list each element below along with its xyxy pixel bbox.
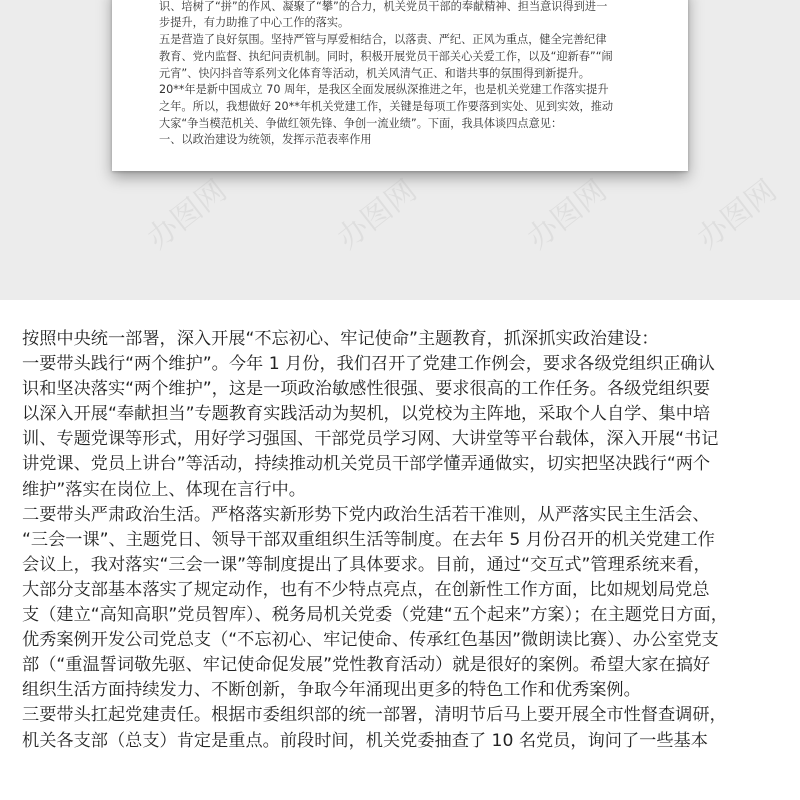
body-line: 组织生活方面持续发力、不断创新，争取今年涌现出更多的特色工作和优秀案例。 <box>22 680 641 701</box>
body-line: 二要带头严肃政治生活。严格落实新形势下党内政治生活若干准则，从严落实民主生活会、 <box>22 504 710 525</box>
preview-text <box>159 0 659 149</box>
preview-line: 元宵”、快闪抖音等系列文化体育等活动，机关风清气正、和谐共事的氛围得到新提升。 <box>159 66 590 80</box>
body-line: 三要带头扛起党建责任。根据市委组织部的统一部署，清明节后马上要开展全市性督查调研， <box>22 705 727 726</box>
preview-line: 步提升，有力助推了中心工作的落实。 <box>159 16 350 30</box>
body-line: 优秀案例开发公司党总支（“不忘初心、牢记使命、传承红色基因”微朗读比赛）、办公室党支 <box>22 630 719 651</box>
preview-line: 大家“争当模范机关、争做红领先锋、争创一流业绩”。下面，我具体谈四点意见： <box>159 116 563 130</box>
body-line: 讲党课、党员上讲台”等活动，持续推动机关党员干部学懂弄通做实，切实把坚决践行“两个 <box>22 454 711 475</box>
document-body <box>22 327 782 754</box>
watermark-graphic: 办图网 <box>330 173 424 257</box>
preview-line: 五是营造了良好氛围。坚持严管与厚爱相结合，以落责、严纪、正风为重点，健全完善纪律 <box>159 33 607 47</box>
preview-line: 之年。所以，我想做好 20**年机关党建工作，关键是每项工作要落到实处、见到实效，推动 <box>159 99 614 113</box>
body-line: 部（“重温誓词敬先驱、牢记使命促发展”党性教育活动）就是很好的案例。希望大家在搞好 <box>22 655 711 676</box>
body-line: 一要带头践行“两个维护”。今年 1 月份，我们召开了党建工作例会，要求各级党组织正确认 <box>22 354 715 375</box>
body-line: 维护”落实在岗位上、体现在言行中。 <box>22 479 306 500</box>
preview-background <box>0 0 800 300</box>
body-line: 以深入开展“奉献担当”专题教育实践活动为契机，以党校为主阵地，采取个人自学、集中培 <box>22 404 711 425</box>
body-line: 训、专题党课等形式，用好学习强国、干部党员学习网、大讲堂等平台载体，深入开展“书记 <box>22 429 719 450</box>
watermark-graphic: 办图网 <box>520 173 614 257</box>
body-line: “三会一课”、主题党日、领导干部双重组织生活等制度。在去年 5 月份召开的机关党建工作 <box>22 529 715 550</box>
watermark-graphic: 办图网 <box>140 173 234 257</box>
preview-line: 教育、党内监督、执纪问责机制。同时，积极开展党员干部关心关爱工作，以及“迎新春”“闹 <box>159 49 613 63</box>
watermark-graphic: 办图网 <box>690 173 784 257</box>
body-line: 会议上，我对落实“三会一课”等制度提出了具体要求。目前，通过“交互式”管理系统来看， <box>22 554 711 575</box>
preview-line: 一、以政治建设为统领，发挥示范表率作用 <box>159 133 372 147</box>
preview-line: 识、培树了“拼”的作风、凝聚了“攀”的合力，机关党员干部的奉献精神、担当意识得到进一 <box>159 0 608 13</box>
body-line: 大部分支部基本落实了规定动作，也有不少特点亮点，在创新性工作方面，比如规划局党总 <box>22 579 710 600</box>
preview-line: 20**年是新中国成立 70 周年，是我区全面发展纵深推进之年，也是机关党建工作落实提升 <box>159 83 609 97</box>
body-line: 支（建立“高知高职”党员智库）、税务局机关党委（党建“五个起来”方案）；在主题党日方面， <box>22 605 728 626</box>
body-line: 按照中央统一部署，深入开展“不忘初心、牢记使命”主题教育，抓深抓实政治建设： <box>22 329 659 349</box>
body-line: 机关各支部（总支）肯定是重点。前段时间，机关党委抽查了 10 名党员，询问了一些基本 <box>22 730 708 751</box>
body-line: 识和坚决落实“两个维护”，这是一项政治敏感性很强、要求很高的工作任务。各级党组织要 <box>22 379 711 400</box>
document-preview-card <box>112 0 688 171</box>
